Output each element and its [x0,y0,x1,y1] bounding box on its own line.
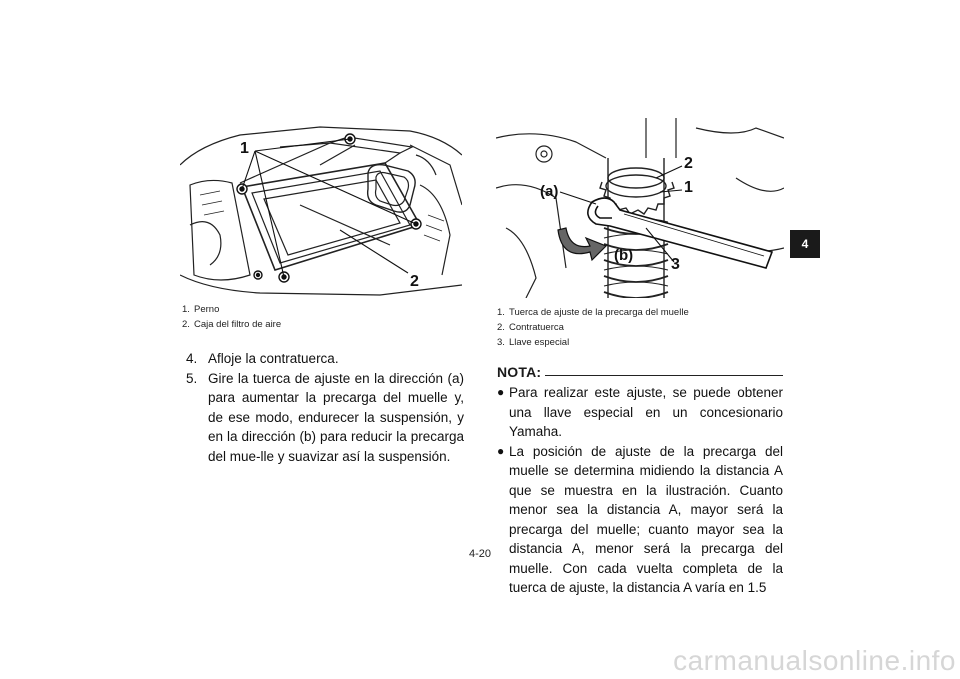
callout-direction-b: (b) [614,247,634,264]
page-number: 4-20 [468,548,492,560]
nota-section [497,364,783,598]
chapter-tab: 4 [790,230,820,258]
callout-1: 1 [240,140,249,157]
spring-preload-drawing [496,118,784,298]
caption-item: 1. Perno [182,304,220,315]
nota-rule [545,375,783,376]
nota-bullet: ● Para realizar este ajuste, se puede obtener una llave especial en un concesionario Yamaha. [497,383,783,442]
nota-bullet: ● La posición de ajuste de la precarga del muelle se determina midiendo la distancia A que se muestra en la ilustración. Cuanto menor sea la distancia A, mayor será la precarga del muelle; cuanto mayor sea la distancia A, menor será la precarga del muelle. Con cada vuelta completa de la tuerca de ajuste, la distancia A varía en 1.5 [497,442,783,598]
callout-direction-a: (a) [540,183,559,200]
callout-2: 2 [410,273,419,290]
watermark: carmanualsonline.info [673,645,956,676]
bullet-icon: ● [497,443,505,458]
caption-item: 2. Contratuerca [497,322,564,333]
caption-item: 3. Llave especial [497,337,570,348]
nota-bullets [497,383,783,598]
callout-3: 3 [671,256,680,273]
air-filter-box-drawing [180,125,462,297]
right-figure-captions [497,305,689,350]
air-filter-box-illustration [180,125,462,297]
caption-item: 1. Tuerca de ajuste de la precarga del muelle [497,307,689,318]
step-item: 4. Afloje la contratuerca. [186,351,339,366]
nota-header [497,364,783,380]
left-figure-captions [182,302,281,332]
callout-1: 1 [684,179,693,196]
step-item: 5. Gire la tuerca de ajuste en la dirección (a) para aumentar la precarga del muelle y, de ese modo, endurecer la suspensión, y en la dirección (b) para reducir la precarga del mue-lle y suavizar así la suspensión. [186,370,464,464]
spring-preload-illustration [496,118,784,298]
caption-item: 2. Caja del filtro de aire [182,319,282,330]
bullet-icon: ● [497,385,505,399]
procedure-steps [186,349,464,466]
nota-title: NOTA: [497,364,542,380]
callout-2: 2 [684,155,693,172]
